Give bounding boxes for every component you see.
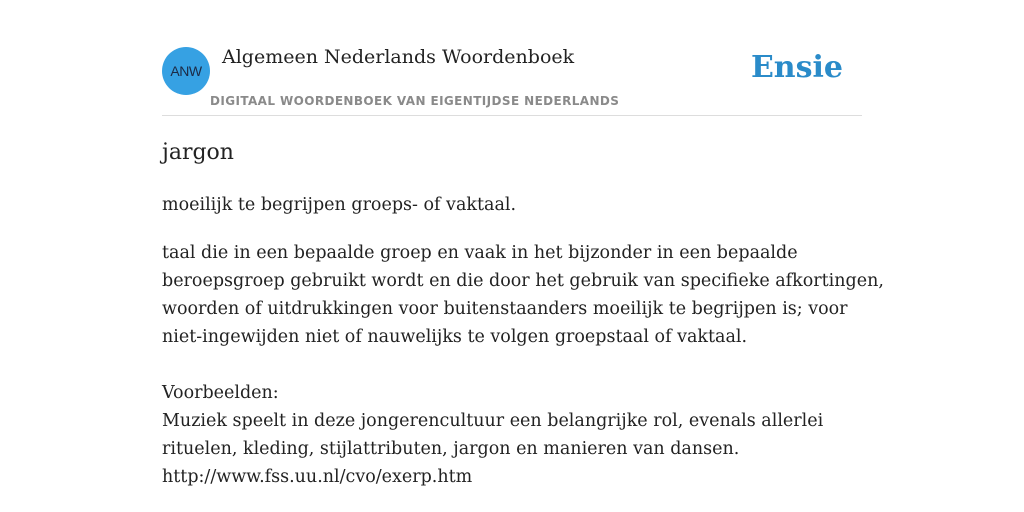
definition-line: woorden of uitdrukkingen voor buitenstaanders moeilijk te begrijpen is; voor xyxy=(162,299,848,319)
examples-label: Voorbeelden: xyxy=(162,383,279,403)
paragraph-gap xyxy=(162,351,862,379)
dictionary-subtitle: DIGITAAL WOORDENBOEK VAN EIGENTIJDSE NEDERLANDS xyxy=(210,94,620,108)
header-divider xyxy=(162,115,862,116)
definition-line: taal die in een bepaalde groep en vaak in het bijzonder in een bepaalde xyxy=(162,243,798,263)
example-line: rituelen, kleding, stijlattributen, jargon en manieren van dansen. xyxy=(162,439,740,459)
entry-body xyxy=(162,239,884,491)
definition-line: beroepsgroep gebruikt wordt en die door het gebruik van specifieke afkortingen, xyxy=(162,271,884,291)
entry-headword: jargon xyxy=(162,140,234,165)
ensie-brand-logo[interactable]: Ensie xyxy=(750,50,843,85)
dictionary-title[interactable]: Algemeen Nederlands Woordenboek xyxy=(222,46,575,68)
source-url: http://www.fss.uu.nl/cvo/exerp.htm xyxy=(162,467,473,487)
short-definition: moeilijk te begrijpen groeps- of vaktaal. xyxy=(162,195,517,215)
definition-line: niet-ingewijden niet of nauwelijks te volgen groepstaal of vaktaal. xyxy=(162,327,748,347)
anw-logo[interactable]: ANW xyxy=(162,47,210,95)
example-line: Muziek speelt in deze jongerencultuur een belangrijke rol, evenals allerlei xyxy=(162,411,824,431)
